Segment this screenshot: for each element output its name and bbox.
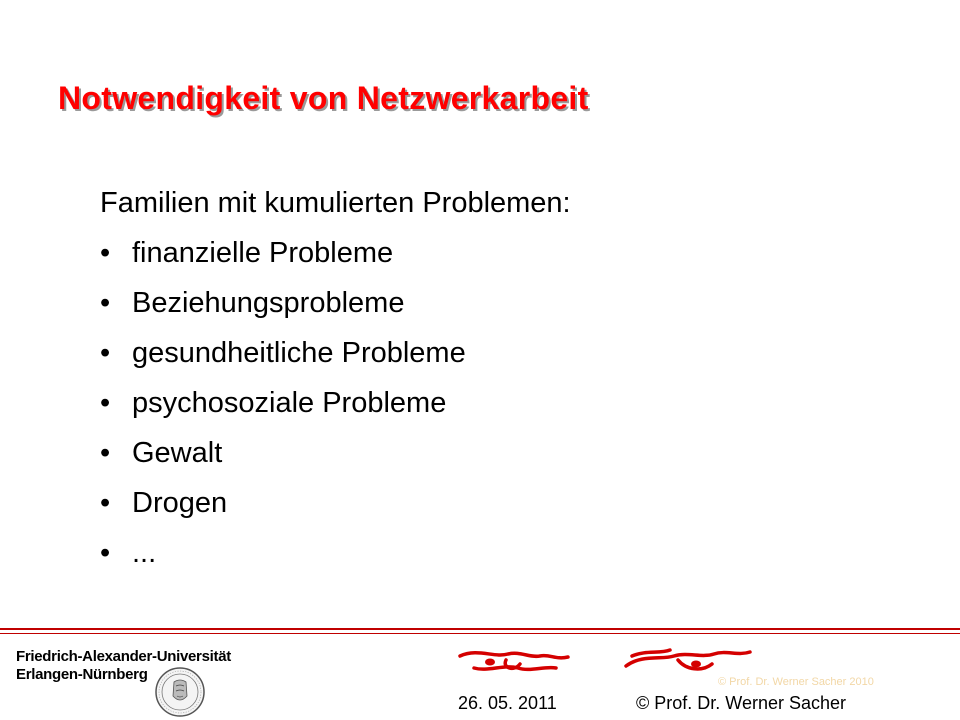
- list-item: [100, 228, 571, 278]
- slide-title: Notwendigkeit von Netzwerkarbeit: [58, 80, 589, 116]
- list-item: [100, 378, 571, 428]
- slide-content: [100, 178, 571, 578]
- list-item: [100, 478, 571, 528]
- list-item-text: Drogen: [132, 487, 228, 519]
- list-item-text: finanzielle Probleme: [132, 237, 394, 269]
- list-item: [100, 328, 571, 378]
- bullet-icon: •: [100, 387, 111, 419]
- list-item: [100, 528, 571, 578]
- copyright-watermark: © Prof. Dr. Werner Sacher 2010: [718, 676, 874, 688]
- list-item-text: gesundheitliche Probleme: [132, 337, 466, 369]
- bullet-icon: •: [100, 287, 111, 319]
- list-item-text: psychosoziale Probleme: [132, 387, 447, 419]
- list-item-text: Beziehungsprobleme: [132, 287, 405, 319]
- university-name-line1: Friedrich-Alexander-Universität: [16, 648, 231, 665]
- list-item: [100, 278, 571, 328]
- bullet-icon: •: [100, 537, 111, 569]
- bullet-icon: •: [100, 437, 111, 469]
- bullet-icon: •: [100, 487, 111, 519]
- bullet-icon: •: [100, 337, 111, 369]
- university-name-line2: Erlangen-Nürnberg: [16, 666, 148, 683]
- bullet-icon: •: [100, 237, 111, 269]
- decorative-ornament-icon: [456, 646, 756, 676]
- list-item: [100, 428, 571, 478]
- footer-author: © Prof. Dr. Werner Sacher: [636, 693, 846, 713]
- footer-divider-bottom: [0, 633, 960, 634]
- list-item-text: ...: [132, 537, 157, 569]
- intro-text: Familien mit kumulierten Problemen:: [100, 187, 571, 219]
- footer-date: 26. 05. 2011: [458, 693, 557, 713]
- list-item-text: Gewalt: [132, 437, 223, 469]
- footer-divider-top: [0, 628, 960, 630]
- university-seal-icon: [154, 666, 206, 718]
- bullet-list: [100, 228, 571, 578]
